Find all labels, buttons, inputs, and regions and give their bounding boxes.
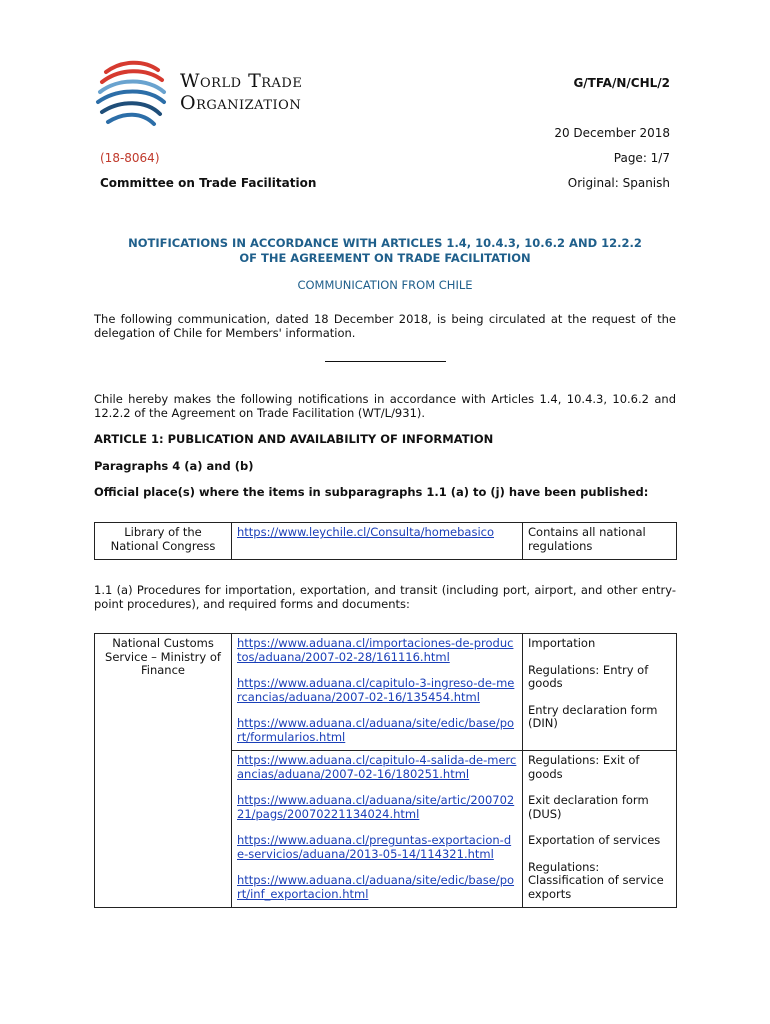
entry-of-goods-link[interactable]: https://www.aduana.cl/capitulo-3-ingreso-de-mercancias/aduana/2007-02-16/135454.html: [237, 676, 515, 704]
title-line1: NOTIFICATIONS IN ACCORDANCE WITH ARTICLES 1.4, 10.4.3, 10.6.2 AND 12.2.2: [128, 236, 642, 250]
leychile-link[interactable]: https://www.leychile.cl/Consulta/homebasico: [237, 525, 494, 539]
original-language: Original: Spanish: [567, 176, 670, 190]
export-info-link[interactable]: https://www.aduana.cl/aduana/site/edic/base/port/inf_exportacion.html: [237, 873, 515, 901]
description-cell: Contains all national regulations: [523, 523, 677, 560]
desc-entry-regulations: Regulations: Entry of goods: [528, 662, 649, 690]
document-symbol: G/TFA/N/CHL/2: [573, 76, 670, 90]
forms-link[interactable]: https://www.aduana.cl/aduana/site/edic/base/port/formularios.html: [237, 716, 515, 744]
institution-cell: Library of the National Congress: [95, 523, 232, 560]
publication-table: [94, 522, 677, 560]
committee-name: Committee on Trade Facilitation: [100, 176, 317, 190]
notification-paragraph: Chile hereby makes the following notifications in accordance with Articles 1.4, 10.4.3, 10.6.2 and 12.2.2 of the Agreement on Trade Facilitation (WT/L/931).: [94, 392, 676, 420]
official-places-heading: Official place(s) where the items in subparagraphs 1.1 (a) to (j) have been published:: [94, 485, 649, 499]
desc-service-classification: Regulations: Classification of service exports: [528, 859, 664, 901]
procedures-table: [94, 633, 677, 908]
intro-paragraph: The following communication, dated 18 December 2018, is being circulated at the request of the delegation of Chile for Members' information.: [94, 312, 676, 340]
table-row: [95, 634, 677, 751]
link-cell: [232, 523, 523, 560]
desc-exit-form: Exit declaration form (DUS): [528, 793, 649, 821]
desc-importation: Importation: [528, 636, 596, 650]
document-subtitle: COMMUNICATION FROM CHILE: [297, 278, 473, 292]
importation-link[interactable]: https://www.aduana.cl/importaciones-de-productos/aduana/2007-02-28/161116.html: [237, 636, 514, 664]
desc-export-services: Exportation of services: [528, 833, 661, 847]
document-number: (18-8064): [100, 151, 160, 165]
description-cell: [523, 634, 677, 751]
organization-name: [180, 70, 302, 114]
paragraphs-heading: Paragraphs 4 (a) and (b): [94, 459, 254, 473]
separator-rule: [325, 361, 446, 362]
export-services-link[interactable]: https://www.aduana.cl/preguntas-exportacion-de-servicios/aduana/2013-05-14/114321.html: [237, 833, 512, 861]
item-1-1a-paragraph: 1.1 (a) Procedures for importation, exportation, and transit (including port, airport, and other entry-point procedures), and required forms and documents:: [94, 583, 676, 611]
desc-exit-regulations: Regulations: Exit of goods: [528, 753, 640, 781]
table-row: [95, 523, 677, 560]
document-title: [94, 236, 676, 266]
page-indicator: Page: 1/7: [613, 151, 670, 165]
link-cell: [232, 751, 523, 908]
article-heading: ARTICLE 1: PUBLICATION AND AVAILABILITY OF INFORMATION: [94, 432, 494, 446]
wto-logo: [92, 58, 174, 132]
link-cell: [232, 634, 523, 751]
org-name-line2: Organization: [180, 92, 302, 114]
org-name-line1: World Trade: [180, 70, 303, 92]
title-line2: OF THE AGREEMENT ON TRADE FACILITATION: [239, 251, 531, 265]
exit-declaration-link[interactable]: https://www.aduana.cl/aduana/site/artic/20070221/pags/20070221134024.html: [237, 793, 515, 821]
desc-entry-form: Entry declaration form (DIN): [528, 702, 658, 730]
document-date: 20 December 2018: [554, 126, 670, 140]
exit-of-goods-link[interactable]: https://www.aduana.cl/capitulo-4-salida-de-mercancias/aduana/2007-02-16/180251.html: [237, 753, 517, 781]
institution-cell: National Customs Service – Ministry of Finance: [95, 634, 232, 908]
description-cell: [523, 751, 677, 908]
